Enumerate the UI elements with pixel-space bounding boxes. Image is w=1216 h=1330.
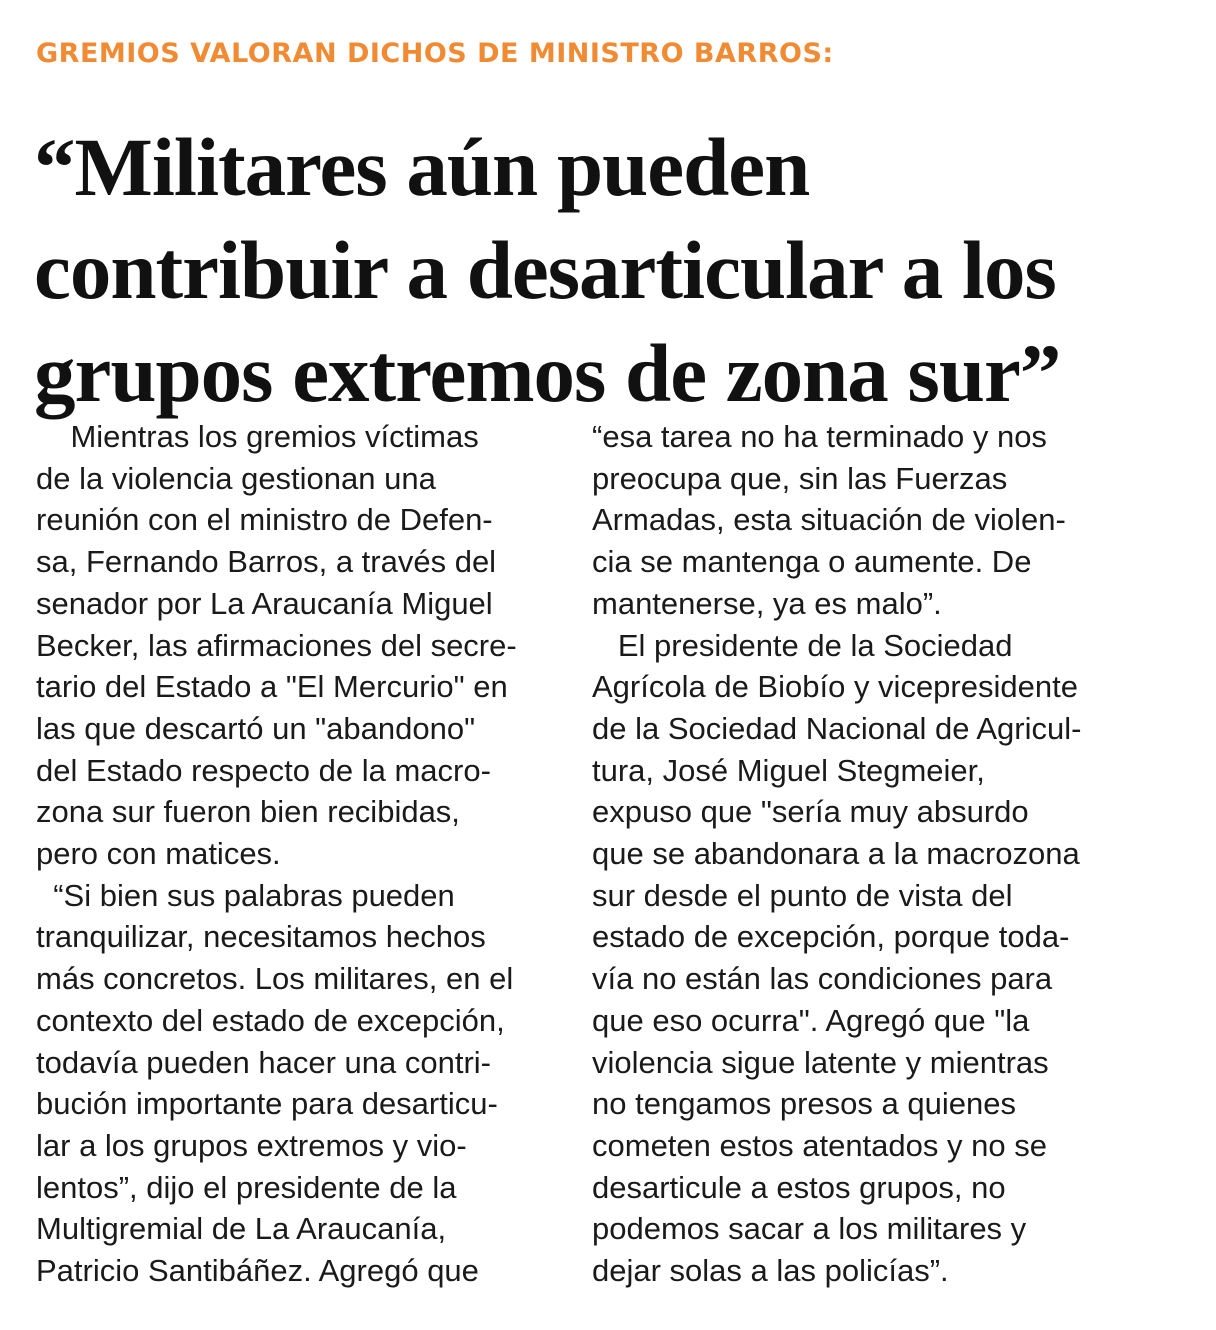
body-text-line: preocupa que, sin las Fuerzas: [592, 460, 1008, 496]
body-text-line: tranquilizar, necesitamos hechos: [36, 919, 486, 955]
body-text-line: “esa tarea no ha terminado y nos: [592, 419, 1047, 454]
body-text-line: zona sur fueron bien recibidas,: [36, 794, 460, 830]
body-text-line: Multigremial de La Araucanía,: [36, 1211, 447, 1247]
body-text-line: más concretos. Los militares, en el: [36, 961, 514, 997]
body-text-line: lentos”, dijo el presidente de la: [36, 1169, 457, 1205]
body-text-line: del Estado respecto de la macro-: [36, 752, 491, 788]
body-text-line: no tengamos presos a quienes: [592, 1086, 1016, 1122]
body-text-line: “Si bien sus palabras pueden: [36, 877, 455, 913]
body-text-line: mantenerse, ya es malo”.: [592, 585, 942, 621]
body-text-line: todavía pueden hacer una contri-: [36, 1044, 491, 1080]
body-text-line: que se abandonara a la macrozona: [592, 836, 1080, 872]
body-text-line: las que descartó un "abandono": [36, 710, 476, 746]
body-text-line: pero con matices.: [36, 836, 281, 872]
body-text-line: tario del Estado a "El Mercurio" en: [36, 669, 508, 705]
body-text-line: contexto del estado de excepción,: [36, 1002, 505, 1038]
body-text-line: dejar solas a las policías”.: [592, 1253, 949, 1289]
body-text-line: sur desde el punto de vista del: [592, 877, 1013, 913]
body-text-line: Patricio Santibáñez. Agregó que: [36, 1253, 479, 1289]
body-text-line: sa, Fernando Barros, a través del: [36, 544, 497, 580]
headline-line: “Militares aún pueden: [34, 121, 810, 213]
body-text-line: lar a los grupos extremos y vio-: [36, 1127, 467, 1163]
headline-line: grupos extremos de zona sur”: [34, 327, 1061, 419]
article-body-column-left: [36, 416, 556, 1292]
body-text-line: estado de excepción, porque toda-: [592, 919, 1070, 955]
body-text-line: que eso ocurra". Agregó que "la: [592, 1002, 1030, 1038]
body-text-line: cometen estos atentados y no se: [592, 1127, 1047, 1163]
body-text-line: reunión con el ministro de Defen-: [36, 502, 493, 538]
body-text-line: expuso que "sería muy absurdo: [592, 794, 1029, 830]
body-text-line: vía no están las condiciones para: [592, 961, 1053, 997]
body-text-line: El presidente de la Sociedad: [592, 627, 1013, 663]
body-text-line: de la violencia gestionan una: [36, 460, 436, 496]
body-text-line: violencia sigue latente y mientras: [592, 1044, 1049, 1080]
headline-line: contribuir a desarticular a los: [34, 224, 1056, 316]
body-text-line: podemos sacar a los militares y: [592, 1211, 1027, 1247]
body-text-line: Mientras los gremios víctimas: [36, 419, 479, 454]
article-kicker: GREMIOS VALORAN DICHOS DE MINISTRO BARROS:: [36, 38, 834, 69]
body-text-line: bución importante para desarticu-: [36, 1086, 498, 1122]
body-text-line: Becker, las afirmaciones del secre-: [36, 627, 517, 663]
article-headline: [34, 116, 1184, 425]
body-text-line: tura, José Miguel Stegmeier,: [592, 752, 985, 788]
body-text-line: cia se mantenga o aumente. De: [592, 544, 1032, 580]
article-body-column-right: [592, 416, 1112, 1292]
body-text-line: senador por La Araucanía Miguel: [36, 585, 493, 621]
body-text-line: de la Sociedad Nacional de Agricul-: [592, 710, 1082, 746]
body-text-line: Armadas, esta situación de violen-: [592, 502, 1066, 538]
body-text-line: Agrícola de Biobío y vicepresidente: [592, 669, 1078, 705]
body-text-line: desarticule a estos grupos, no: [592, 1169, 1006, 1205]
